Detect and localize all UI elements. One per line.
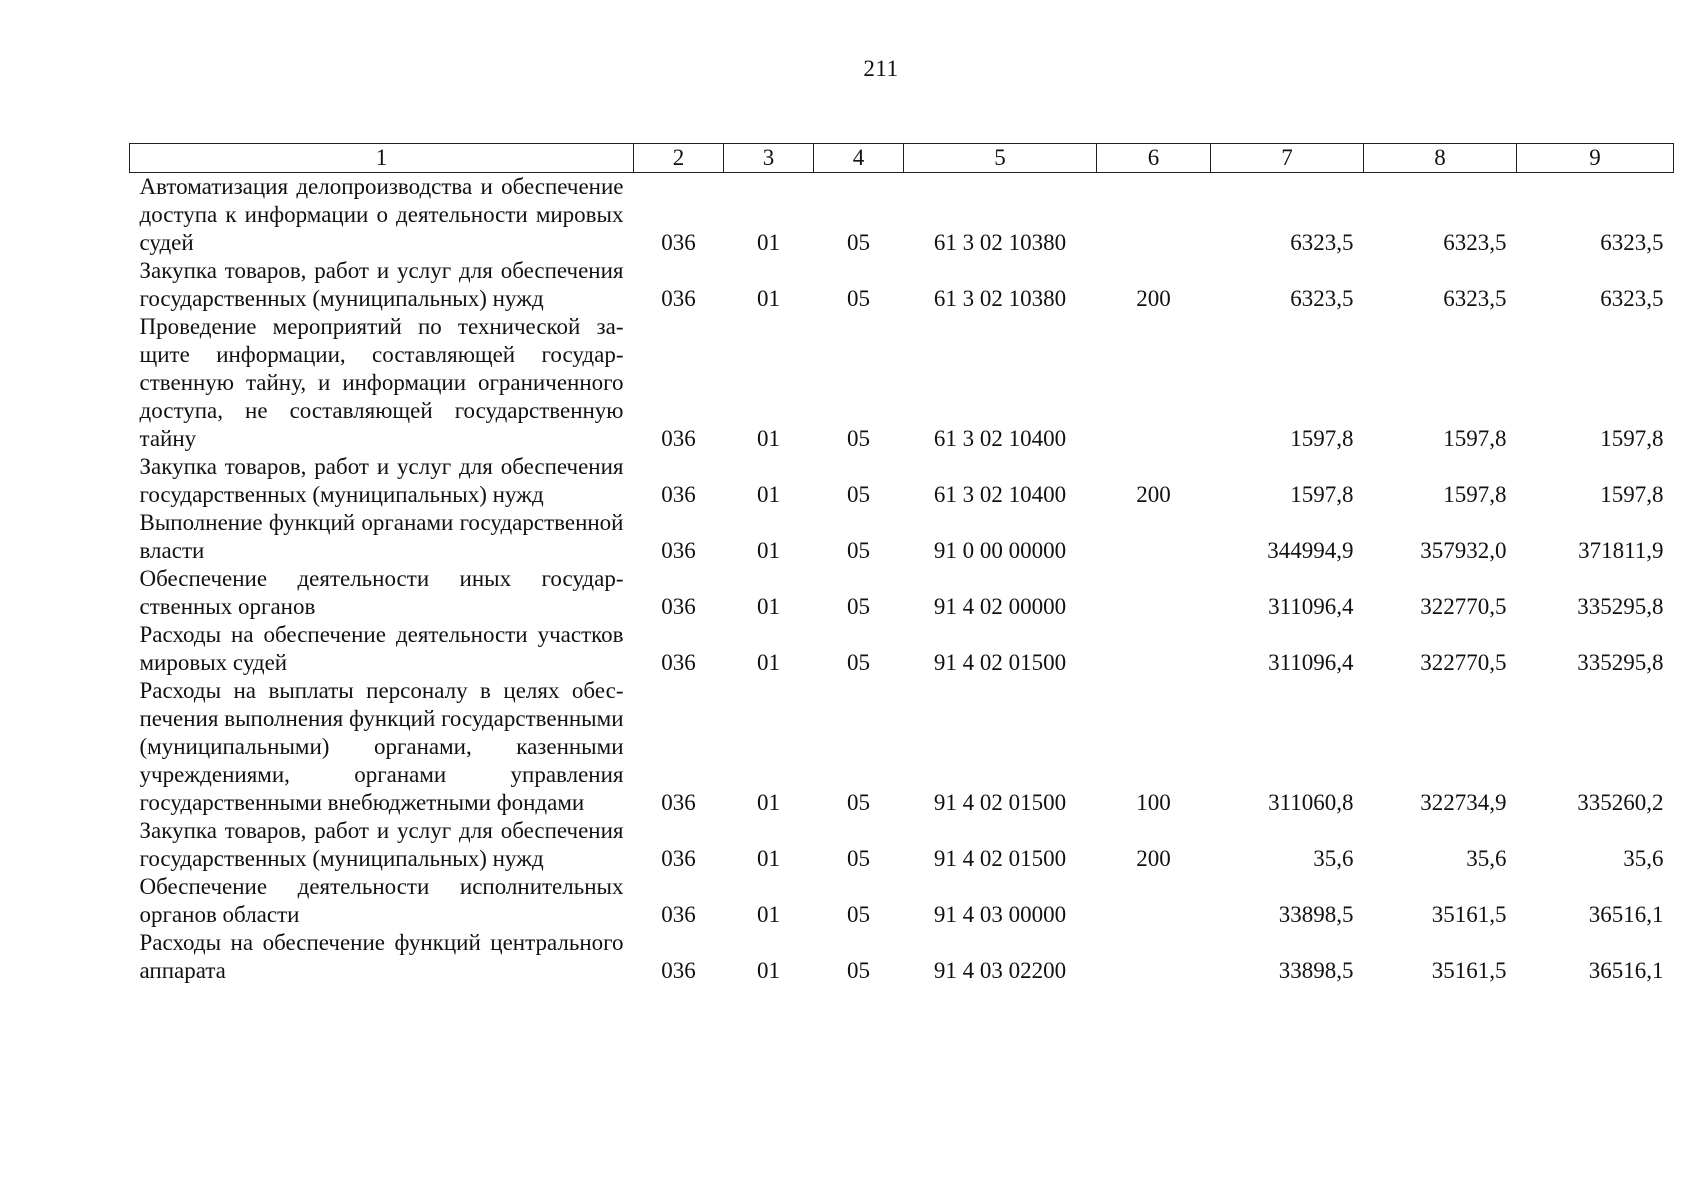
cell-target-article: 91 4 03 02200 [933,958,1067,983]
cell-target-article: 91 4 02 00000 [933,594,1067,619]
cell-amount-year-3: 36516,1 [1588,902,1664,927]
cell-target-article: 91 4 02 01500 [933,650,1067,675]
cell-expense-type: 100 [1136,790,1171,815]
table-row [130,929,1674,985]
row-description: Обеспечение деятельности исполнительных органов области [139,874,624,927]
table-row [130,677,1674,817]
cell-amount-year-1: 6323,5 [1290,230,1354,255]
cell-target-article: 91 0 00 00000 [933,538,1067,563]
cell-admin-code: 036 [661,426,696,451]
cell-amount-year-2: 322734,9 [1420,790,1507,815]
cell-target-article: 61 3 02 10400 [933,482,1067,507]
cell-subsection: 05 [847,594,870,619]
cell-amount-year-1: 344994,9 [1267,538,1354,563]
cell-subsection: 05 [847,538,870,563]
row-description: Расходы на обеспечение функций центрального аппарата [139,930,624,983]
table-row [130,509,1674,565]
cell-target-article: 91 4 02 01500 [933,790,1067,815]
cell-subsection: 05 [847,426,870,451]
cell-subsection: 05 [847,790,870,815]
cell-amount-year-1: 311096,4 [1268,594,1354,619]
cell-admin-code: 036 [661,594,696,619]
cell-amount-year-3: 6323,5 [1600,230,1664,255]
cell-amount-year-3: 6323,5 [1600,286,1664,311]
cell-amount-year-2: 6323,5 [1443,286,1507,311]
cell-target-article: 61 3 02 10400 [933,426,1067,451]
table-row [130,453,1674,509]
cell-admin-code: 036 [661,790,696,815]
table-row [130,873,1674,929]
cell-section: 01 [757,650,780,675]
cell-admin-code: 036 [661,902,696,927]
cell-amount-year-3: 335260,2 [1577,790,1664,815]
header-cell-3: 3 [724,144,814,173]
table-row [130,621,1674,677]
cell-expense-type [1097,173,1211,258]
cell-section: 01 [757,538,780,563]
cell-amount-year-1: 1597,8 [1290,482,1354,507]
budget-table [129,143,1674,985]
cell-section: 01 [757,790,780,815]
header-cell-6: 6 [1097,144,1211,173]
cell-amount-year-3: 371811,9 [1578,538,1664,563]
cell-target-article: 91 4 02 01500 [933,846,1067,871]
cell-amount-year-2: 35,6 [1466,846,1507,871]
cell-expense-type [1097,873,1211,929]
cell-target-article: 61 3 02 10380 [933,230,1067,255]
cell-section: 01 [757,482,780,507]
row-description: Расходы на обеспечение деятельности участков мировых судей [139,622,624,675]
table-body [130,173,1674,986]
header-cell-5: 5 [904,144,1097,173]
cell-amount-year-1: 33898,5 [1278,902,1354,927]
cell-amount-year-2: 35161,5 [1431,958,1507,983]
row-description: Проведение мероприятий по технической защите информации, составляющей государственную тайну, и информации ограниченного доступа, не составляющей государственную тайну [139,314,624,451]
table-row [130,257,1674,313]
cell-amount-year-2: 6323,5 [1443,230,1507,255]
cell-admin-code: 036 [661,286,696,311]
cell-admin-code: 036 [661,482,696,507]
cell-admin-code: 036 [661,958,696,983]
row-description: Выполнение функций органами государственной власти [139,510,624,563]
cell-amount-year-2: 322770,5 [1420,594,1507,619]
cell-amount-year-2: 35161,5 [1431,902,1507,927]
cell-expense-type [1097,565,1211,621]
row-description: Закупка товаров, работ и услуг для обеспечения государственных (муниципальных) нужд [139,818,624,871]
cell-expense-type [1097,621,1211,677]
cell-section: 01 [757,958,780,983]
cell-subsection: 05 [847,230,870,255]
cell-expense-type [1097,313,1211,453]
header-cell-4: 4 [814,144,904,173]
cell-section: 01 [757,426,780,451]
cell-admin-code: 036 [661,846,696,871]
cell-amount-year-3: 36516,1 [1588,958,1664,983]
header-row [130,144,1674,173]
cell-expense-type [1097,929,1211,985]
row-description: Закупка товаров, работ и услуг для обеспечения государственных (муниципальных) нужд [139,454,624,507]
cell-section: 01 [757,594,780,619]
cell-amount-year-2: 357932,0 [1420,538,1507,563]
cell-amount-year-1: 1597,8 [1290,426,1354,451]
header-cell-9: 9 [1517,144,1674,173]
row-description: Автоматизация делопроизводства и обеспечение доступа к информации о деятельности мировых судей [139,174,624,255]
cell-expense-type: 200 [1136,482,1171,507]
cell-target-article: 91 4 03 00000 [933,902,1067,927]
cell-amount-year-3: 1597,8 [1600,426,1664,451]
cell-admin-code: 036 [661,650,696,675]
table-header [130,144,1674,173]
cell-subsection: 05 [847,286,870,311]
cell-amount-year-2: 322770,5 [1420,650,1507,675]
cell-amount-year-2: 1597,8 [1443,482,1507,507]
cell-amount-year-3: 335295,8 [1577,650,1664,675]
cell-subsection: 05 [847,650,870,675]
header-cell-8: 8 [1364,144,1517,173]
table-row [130,565,1674,621]
cell-subsection: 05 [847,902,870,927]
cell-amount-year-3: 335295,8 [1577,594,1664,619]
row-description: Закупка товаров, работ и услуг для обеспечения государственных (муниципальных) нужд [139,258,624,311]
table-row [130,313,1674,453]
cell-amount-year-1: 6323,5 [1290,286,1354,311]
cell-expense-type [1097,509,1211,565]
cell-amount-year-1: 33898,5 [1278,958,1354,983]
cell-amount-year-1: 311096,4 [1268,650,1354,675]
header-cell-1: 1 [130,144,634,173]
cell-admin-code: 036 [661,538,696,563]
table-row [130,817,1674,873]
cell-amount-year-3: 1597,8 [1600,482,1664,507]
cell-amount-year-2: 1597,8 [1443,426,1507,451]
row-description: Расходы на выплаты персоналу в целях обеспечения выполнения функций государственными (муниципальными) органами, казенными учреждениями, органами управления государственными внебюджетными фондами [139,678,624,815]
header-cell-2: 2 [634,144,724,173]
cell-expense-type: 200 [1136,846,1171,871]
cell-section: 01 [757,902,780,927]
cell-subsection: 05 [847,846,870,871]
page-number: 211 [863,56,899,81]
cell-subsection: 05 [847,958,870,983]
header-cell-7: 7 [1211,144,1364,173]
cell-section: 01 [757,286,780,311]
cell-amount-year-1: 311060,8 [1268,790,1354,815]
cell-section: 01 [757,230,780,255]
cell-target-article: 61 3 02 10380 [933,286,1067,311]
cell-amount-year-1: 35,6 [1313,846,1354,871]
row-description: Обеспечение деятельности иных государственных органов [139,566,624,619]
cell-amount-year-3: 35,6 [1623,846,1664,871]
cell-section: 01 [757,846,780,871]
cell-expense-type: 200 [1136,286,1171,311]
cell-admin-code: 036 [661,230,696,255]
cell-subsection: 05 [847,482,870,507]
table-row [130,173,1674,258]
